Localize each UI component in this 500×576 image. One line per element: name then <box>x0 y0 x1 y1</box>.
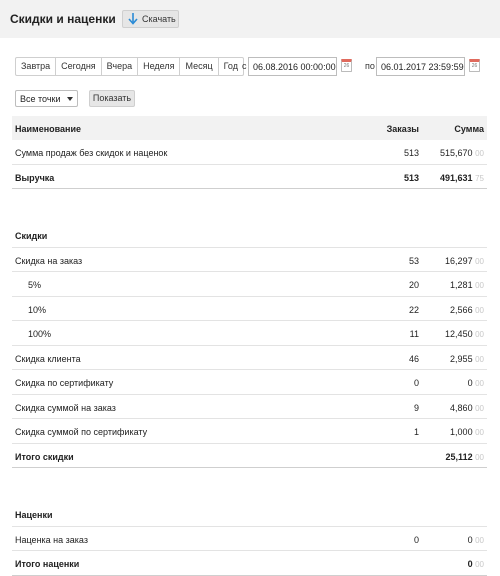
range-button[interactable]: Месяц <box>180 58 218 75</box>
download-button[interactable] <box>122 10 179 28</box>
row-name: Скидка по сертификату <box>15 378 114 388</box>
row-name: Скидка клиента <box>15 353 81 364</box>
row-sum-value: 1,281 <box>450 280 473 290</box>
row-orders: 53 <box>408 255 419 266</box>
row-sum-cents: 00 <box>475 305 484 315</box>
row-orders: 513 <box>403 148 419 158</box>
row-sum <box>468 535 484 545</box>
row-sum-value: 0 <box>467 378 473 388</box>
chevron-down-icon <box>67 97 73 101</box>
row-sum <box>440 173 484 183</box>
report-table <box>12 116 487 576</box>
row-sum-value: 16,297 <box>445 255 473 266</box>
points-select-value: Все точки <box>20 94 61 104</box>
row-sum-value: 2,566 <box>450 304 473 315</box>
table-spacer <box>12 189 487 223</box>
header-name: Наименование <box>15 124 82 134</box>
row-sum-value: 2,955 <box>450 353 473 364</box>
date-to-input[interactable]: 06.01.2017 23:59:59 <box>376 57 465 76</box>
points-select[interactable] <box>15 90 78 107</box>
table-row <box>12 527 487 552</box>
table-row <box>12 370 487 395</box>
row-sum <box>445 329 484 339</box>
page-title: Скидки и наценки <box>10 12 116 26</box>
table-row <box>12 297 487 322</box>
header-orders: Заказы <box>386 124 419 134</box>
table-row <box>12 272 487 297</box>
row-name: Скидка суммой по сертификату <box>15 427 148 437</box>
download-label: Скачать <box>142 14 176 24</box>
range-button[interactable]: Сегодня <box>56 58 102 75</box>
row-sum <box>450 280 484 290</box>
row-sum-value: 0 <box>467 559 473 569</box>
row-orders: 22 <box>408 304 419 315</box>
calendar-icon[interactable]: 26 <box>341 59 352 72</box>
section-header <box>12 223 487 248</box>
row-sum <box>450 305 484 315</box>
date-range-presets <box>15 57 244 76</box>
row-sum-cents: 00 <box>475 354 484 364</box>
row-name: Итого скидки <box>15 451 74 462</box>
row-sum <box>446 452 484 462</box>
row-sum-cents: 00 <box>475 379 484 388</box>
row-sum-value: 4,860 <box>450 402 473 413</box>
row-orders: 9 <box>413 402 419 413</box>
table-row <box>12 551 487 576</box>
row-sum-cents: 00 <box>475 330 484 339</box>
row-name: Скидка суммой на заказ <box>15 402 116 413</box>
top-bar <box>0 0 500 38</box>
row-sum <box>468 559 484 569</box>
table-row <box>12 419 487 444</box>
range-button[interactable]: Неделя <box>138 58 180 75</box>
row-sum <box>445 256 484 266</box>
table-row <box>12 321 487 346</box>
section-header <box>12 502 487 527</box>
row-sum-value: 0 <box>467 534 473 545</box>
row-sum <box>450 354 484 364</box>
table-row <box>12 248 487 273</box>
range-button[interactable]: Вчера <box>102 58 138 75</box>
row-name: Итого наценки <box>15 559 80 569</box>
row-orders: 513 <box>403 172 419 183</box>
table-row <box>12 165 487 190</box>
row-sum-cents: 00 <box>475 149 484 158</box>
row-orders: 0 <box>413 378 419 388</box>
table-row <box>12 444 487 469</box>
row-sum-cents: 00 <box>475 403 484 413</box>
row-name: Скидки <box>15 231 48 241</box>
range-button[interactable]: Завтра <box>16 58 56 75</box>
table-row <box>12 395 487 420</box>
download-arrow-icon <box>128 13 138 25</box>
row-sum <box>468 378 484 388</box>
date-from-prefix: с <box>242 61 247 71</box>
range-button[interactable]: Год <box>223 61 238 71</box>
row-sum <box>440 148 484 158</box>
date-from-input[interactable]: 06.08.2016 00:00:00 <box>248 57 337 76</box>
row-sum-value: 1,000 <box>450 427 473 437</box>
row-orders: 1 <box>413 427 419 437</box>
row-sum-value: 25,112 <box>445 451 473 462</box>
row-sum <box>450 403 484 413</box>
date-to-prefix: по <box>365 61 375 71</box>
row-orders: 46 <box>408 353 419 364</box>
row-orders: 11 <box>409 329 419 339</box>
header-sum: Сумма <box>454 124 484 134</box>
row-orders: 0 <box>413 534 419 545</box>
row-name: Сумма продаж без скидок и наценок <box>15 148 168 158</box>
row-sum-cents: 00 <box>475 452 484 462</box>
table-spacer <box>12 468 487 502</box>
table-header <box>12 116 487 140</box>
row-sum-cents: 00 <box>475 256 484 266</box>
row-sum-cents: 00 <box>475 281 484 290</box>
row-sum-value: 12,450 <box>445 329 473 339</box>
table-row <box>12 346 487 371</box>
row-name: Наценка на заказ <box>15 534 88 545</box>
row-sum-value: 515,670 <box>440 148 473 158</box>
row-name: Наценки <box>15 510 53 520</box>
row-sum <box>450 427 484 437</box>
row-name: 100% <box>28 329 52 339</box>
table-row <box>12 140 487 165</box>
row-sum-cents: 75 <box>475 173 484 183</box>
row-name: 10% <box>28 304 47 315</box>
show-button[interactable]: Показать <box>89 90 135 107</box>
calendar-icon[interactable]: 26 <box>469 59 480 72</box>
row-name: Скидка на заказ <box>15 255 83 266</box>
row-sum-value: 491,631 <box>440 172 473 183</box>
row-sum-cents: 00 <box>475 535 484 545</box>
row-name: Выручка <box>15 172 55 183</box>
row-name: 5% <box>28 280 42 290</box>
row-sum-cents: 00 <box>475 560 484 569</box>
row-orders: 20 <box>408 280 419 290</box>
row-sum-cents: 00 <box>475 428 484 437</box>
